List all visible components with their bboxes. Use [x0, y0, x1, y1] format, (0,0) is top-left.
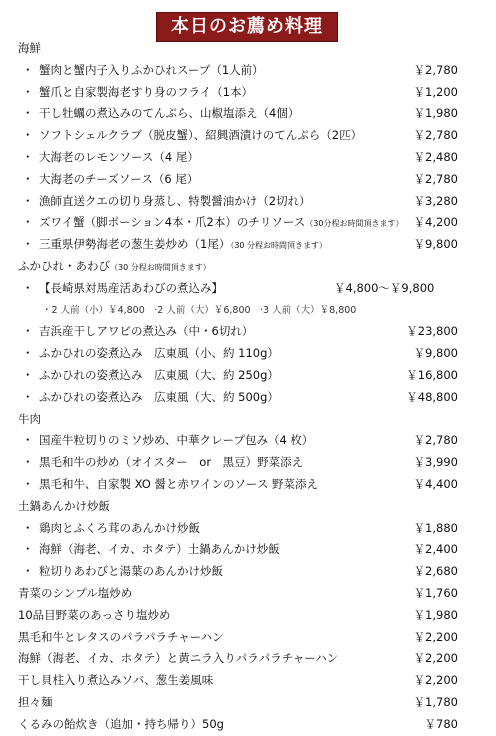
menu-item: ・ 粒切りあわびと湯葉のあんかけ炒飯 ￥2,680 [22, 564, 458, 579]
menu-item: 海鮮（海老、イカ、ホタテ）と黄ニラ入りパラパラチャーハン ￥2,200 [18, 651, 458, 666]
menu-item: ・ 漁師直送クエの切り身蒸し、特製醤油かけ（2切れ） ￥3,280 [22, 193, 458, 208]
menu-item: ・ 干し牡蠣の煮込みのてんぷら、山椒塩添え（4個） ￥1,980 [22, 106, 458, 121]
menu-item: ・ 蟹爪と自家製海老すり身のフライ（1本） ￥1,200 [22, 84, 458, 99]
menu-item: ・ 黒毛和牛の炒め（オイスター or 黒豆）野菜添え ￥3,990 [22, 455, 458, 470]
section-heading-beef: 牛肉 [18, 411, 41, 426]
menu-item: ・ 吉浜産干しアワビの煮込み（中・6切れ） ￥23,800 [22, 324, 458, 339]
menu-item: ・ 国産牛粒切りのミソ炒め、中華クレープ包み（4 枚） ￥2,780 [22, 433, 458, 448]
menu-item: 黒毛和牛とレタスのパラパラチャーハン ￥2,200 [18, 629, 458, 644]
section-heading-seafood: 海鮮 [18, 41, 41, 55]
menu-item: ・ ズワイ蟹（脚ポーション4本・爪2本）のチリソース（30分程お時間頂きます） ￥4,200 [22, 215, 458, 230]
menu-item: ・ 黒毛和牛、自家製 XO 醤と赤ワインのソース 野菜添え ￥4,400 [22, 476, 458, 491]
menu-item: 青菜のシンプル塩炒め ￥1,760 [18, 585, 458, 600]
menu-item: ・ 三重県伊勢海老の葱生姜炒め（1尾）（30 分程お時間頂きます） ￥9,800 [22, 237, 458, 252]
menu-item: ・ ふかひれの姿煮込み 広東風（小、約 110g） ￥9,800 [22, 346, 458, 361]
menu-item: ・ 鶏肉とふくろ茸のあんかけ炒飯 ￥1,880 [22, 520, 458, 535]
section-note: （30 分程お時間頂きます） [110, 262, 211, 272]
menu-item: ・ ソフトシェルクラブ（脱皮蟹）、紹興酒漬けのてんぷら（2匹） ￥2,780 [22, 128, 458, 143]
menu-item: ・ 大海老のチーズソース（6 尾） ￥2,780 [22, 171, 458, 186]
menu-item: 干し貝柱入り煮込みソバ、葱生姜風味 ￥2,200 [18, 673, 458, 688]
menu-list [18, 38, 458, 736]
menu-item: 担々麺 ￥1,780 [18, 694, 458, 709]
menu-item: ・ ふかひれの姿煮込み 広東風（大、約 500g） ￥48,800 [22, 389, 458, 404]
menu-item: ・ 海鮮（海老、イカ、ホタテ）土鍋あんかけ炒飯 ￥2,400 [22, 542, 458, 557]
menu-item: ・ 蟹肉と蟹内子入りふかひれスープ（1人前） ￥2,780 [22, 62, 458, 77]
section-heading-claypot-rice: 土鍋あんかけ炒飯 [18, 498, 110, 513]
size-options: ・2 人前（小）￥4,800 ·2 人前（大）￥6,800 ·3 人前（大）￥8,800 [42, 304, 357, 316]
menu-item: 10品目野菜のあっさり塩炒め ￥1,980 [18, 607, 458, 622]
price-range: ￥4,800～￥9,800 [334, 280, 435, 295]
section-heading-shark-fin-abalone: ふかひれ・あわび（30 分程お時間頂きます） [18, 258, 211, 273]
menu-item: くるみの飴炊き（追加・持ち帰り）50g ￥780 [18, 716, 458, 731]
menu-item: ・ ふかひれの姿煮込み 広東風（大、約 250g） ￥16,800 [22, 367, 458, 382]
item-note: （30分程お時間頂きます） [305, 219, 404, 229]
item-note: （30 分程お時間頂きます） [230, 241, 328, 251]
menu-item: ・ 大海老のレモンソース（4 尾） ￥2,480 [22, 149, 458, 164]
menu-item: ・ 【長崎県対馬産活あわびの煮込み】 ￥4,800～￥9,800 [18, 278, 458, 300]
menu-title: 本日のお薦め料理 [156, 12, 338, 42]
